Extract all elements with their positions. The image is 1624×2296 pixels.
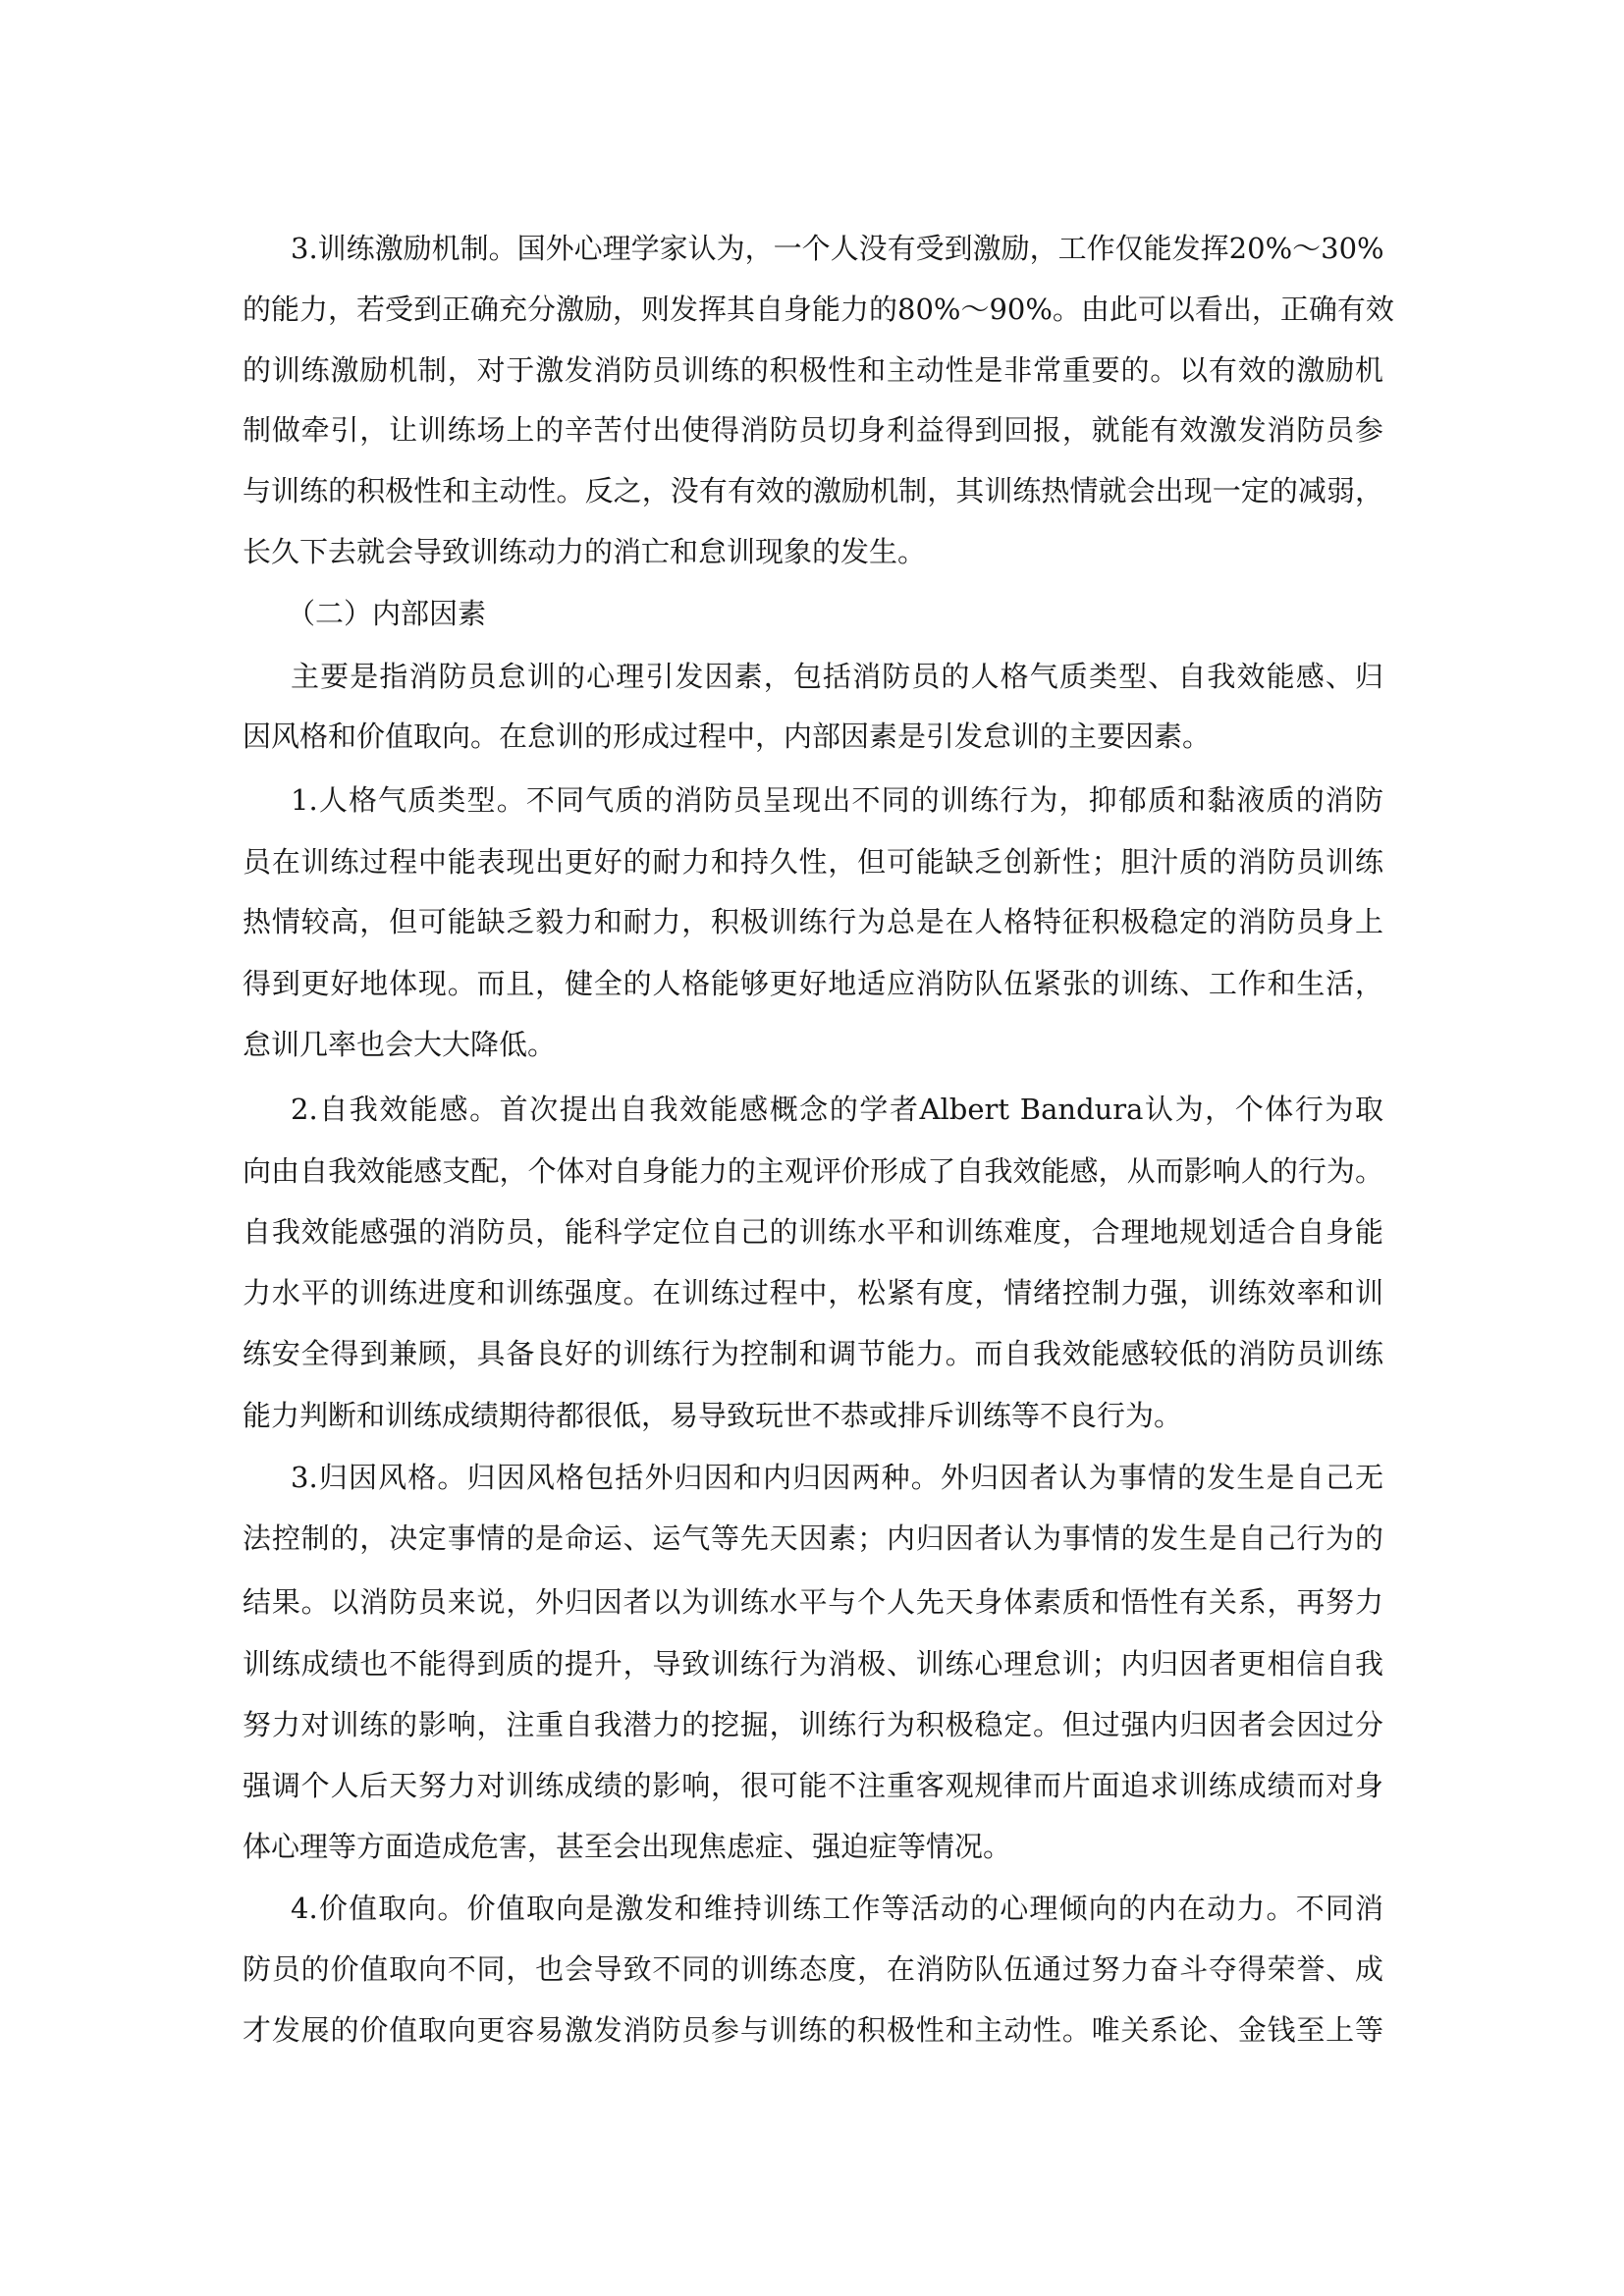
paragraph-line: 因风格和价值取向。在怠训的形成过程中，内部因素是引发怠训的主要因素。 — [243, 720, 1212, 753]
paragraph-line: 的训练激励机制，对于激发消防员训练的积极性和主动性是非常重要的。以有效的激励机 — [243, 353, 1383, 387]
paragraph-line: 才发展的价值取向更容易激发消防员参与训练的积极性和主动性。唯关系论、金钱至上等 — [243, 2013, 1383, 2047]
paragraph-line: 怠训几率也会大大降低。 — [243, 1028, 557, 1061]
paragraph-line: 与训练的积极性和主动性。反之，没有有效的激励机制，其训练热情就会出现一定的减弱， — [243, 474, 1383, 507]
paragraph-line: 自我效能感强的消防员，能科学定位自己的训练水平和训练难度，合理地规划适合自身能 — [243, 1215, 1383, 1249]
paragraph-line: 热情较高，但可能缺乏毅力和耐力，积极训练行为总是在人格特征积极稳定的消防员身上 — [243, 905, 1383, 938]
paragraph-line: 主要是指消防员怠训的心理引发因素，包括消防员的人格气质类型、自我效能感、归 — [291, 660, 1383, 693]
paragraph-line: 2.自我效能感。首次提出自我效能感概念的学者Albert Bandura认为，个体行为取 — [291, 1093, 1383, 1126]
paragraph-line: 4.价值取向。价值取向是激发和维持训练工作等活动的心理倾向的内在动力。不同消 — [291, 1892, 1383, 1925]
paragraph-line: 1.人格气质类型。不同气质的消防员呈现出不同的训练行为，抑郁质和黏液质的消防 — [291, 783, 1383, 817]
paragraph-line: 向由自我效能感支配，个体对自身能力的主观评价形成了自我效能感，从而影响人的行为。 — [243, 1154, 1383, 1188]
paragraph-line: 长久下去就会导致训练动力的消亡和怠训现象的发生。 — [243, 535, 927, 568]
paragraph-line: 结果。以消防员来说，外归因者以为训练水平与个人先天身体素质和悟性有关系，再努力 — [243, 1585, 1383, 1619]
paragraph-line: 防员的价值取向不同，也会导致不同的训练态度，在消防队伍通过努力奋斗夺得荣誉、成 — [243, 1952, 1383, 1986]
paragraph-line: 练安全得到兼顾，具备良好的训练行为控制和调节能力。而自我效能感较低的消防员训练 — [243, 1337, 1383, 1370]
paragraph-line: 力水平的训练进度和训练强度。在训练过程中，松紧有度，情绪控制力强，训练效率和训 — [243, 1276, 1383, 1309]
paragraph-line: 体心理等方面造成危害，甚至会出现焦虑症、强迫症等情况。 — [243, 1830, 1012, 1863]
paragraph-line: 员在训练过程中能表现出更好的耐力和持久性，但可能缺乏创新性；胆汁质的消防员训练 — [243, 845, 1383, 879]
paragraph-line: 的能力，若受到正确充分激励，则发挥其自身能力的80%～90%。由此可以看出，正确有效 — [243, 293, 1394, 326]
paragraph-line: 训练成绩也不能得到质的提升，导致训练行为消极、训练心理怠训；内归因者更相信自我 — [243, 1647, 1383, 1681]
section-heading: （二）内部因素 — [287, 597, 487, 630]
paragraph-line: 强调个人后天努力对训练成绩的影响，很可能不注重客观规律而片面追求训练成绩而对身 — [243, 1769, 1383, 1802]
paragraph-line: 制做牵引，让训练场上的辛苦付出使得消防员切身利益得到回报，就能有效激发消防员参 — [243, 413, 1383, 447]
paragraph-line: 努力对训练的影响，注重自我潜力的挖掘，训练行为积极稳定。但过强内归因者会因过分 — [243, 1708, 1383, 1741]
paragraph-line: 3.训练激励机制。国外心理学家认为，一个人没有受到激励，工作仅能发挥20%～30% — [291, 232, 1384, 265]
paragraph-line: 能力判断和训练成绩期待都很低，易导致玩世不恭或排斥训练等不良行为。 — [243, 1399, 1183, 1432]
paragraph-line: 法控制的，决定事情的是命运、运气等先天因素；内归因者认为事情的发生是自己行为的 — [243, 1522, 1383, 1555]
paragraph-line: 3.归因风格。归因风格包括外归因和内归因两种。外归因者认为事情的发生是自己无 — [291, 1461, 1383, 1494]
paragraph-line: 得到更好地体现。而且，健全的人格能够更好地适应消防队伍紧张的训练、工作和生活， — [243, 967, 1383, 1000]
